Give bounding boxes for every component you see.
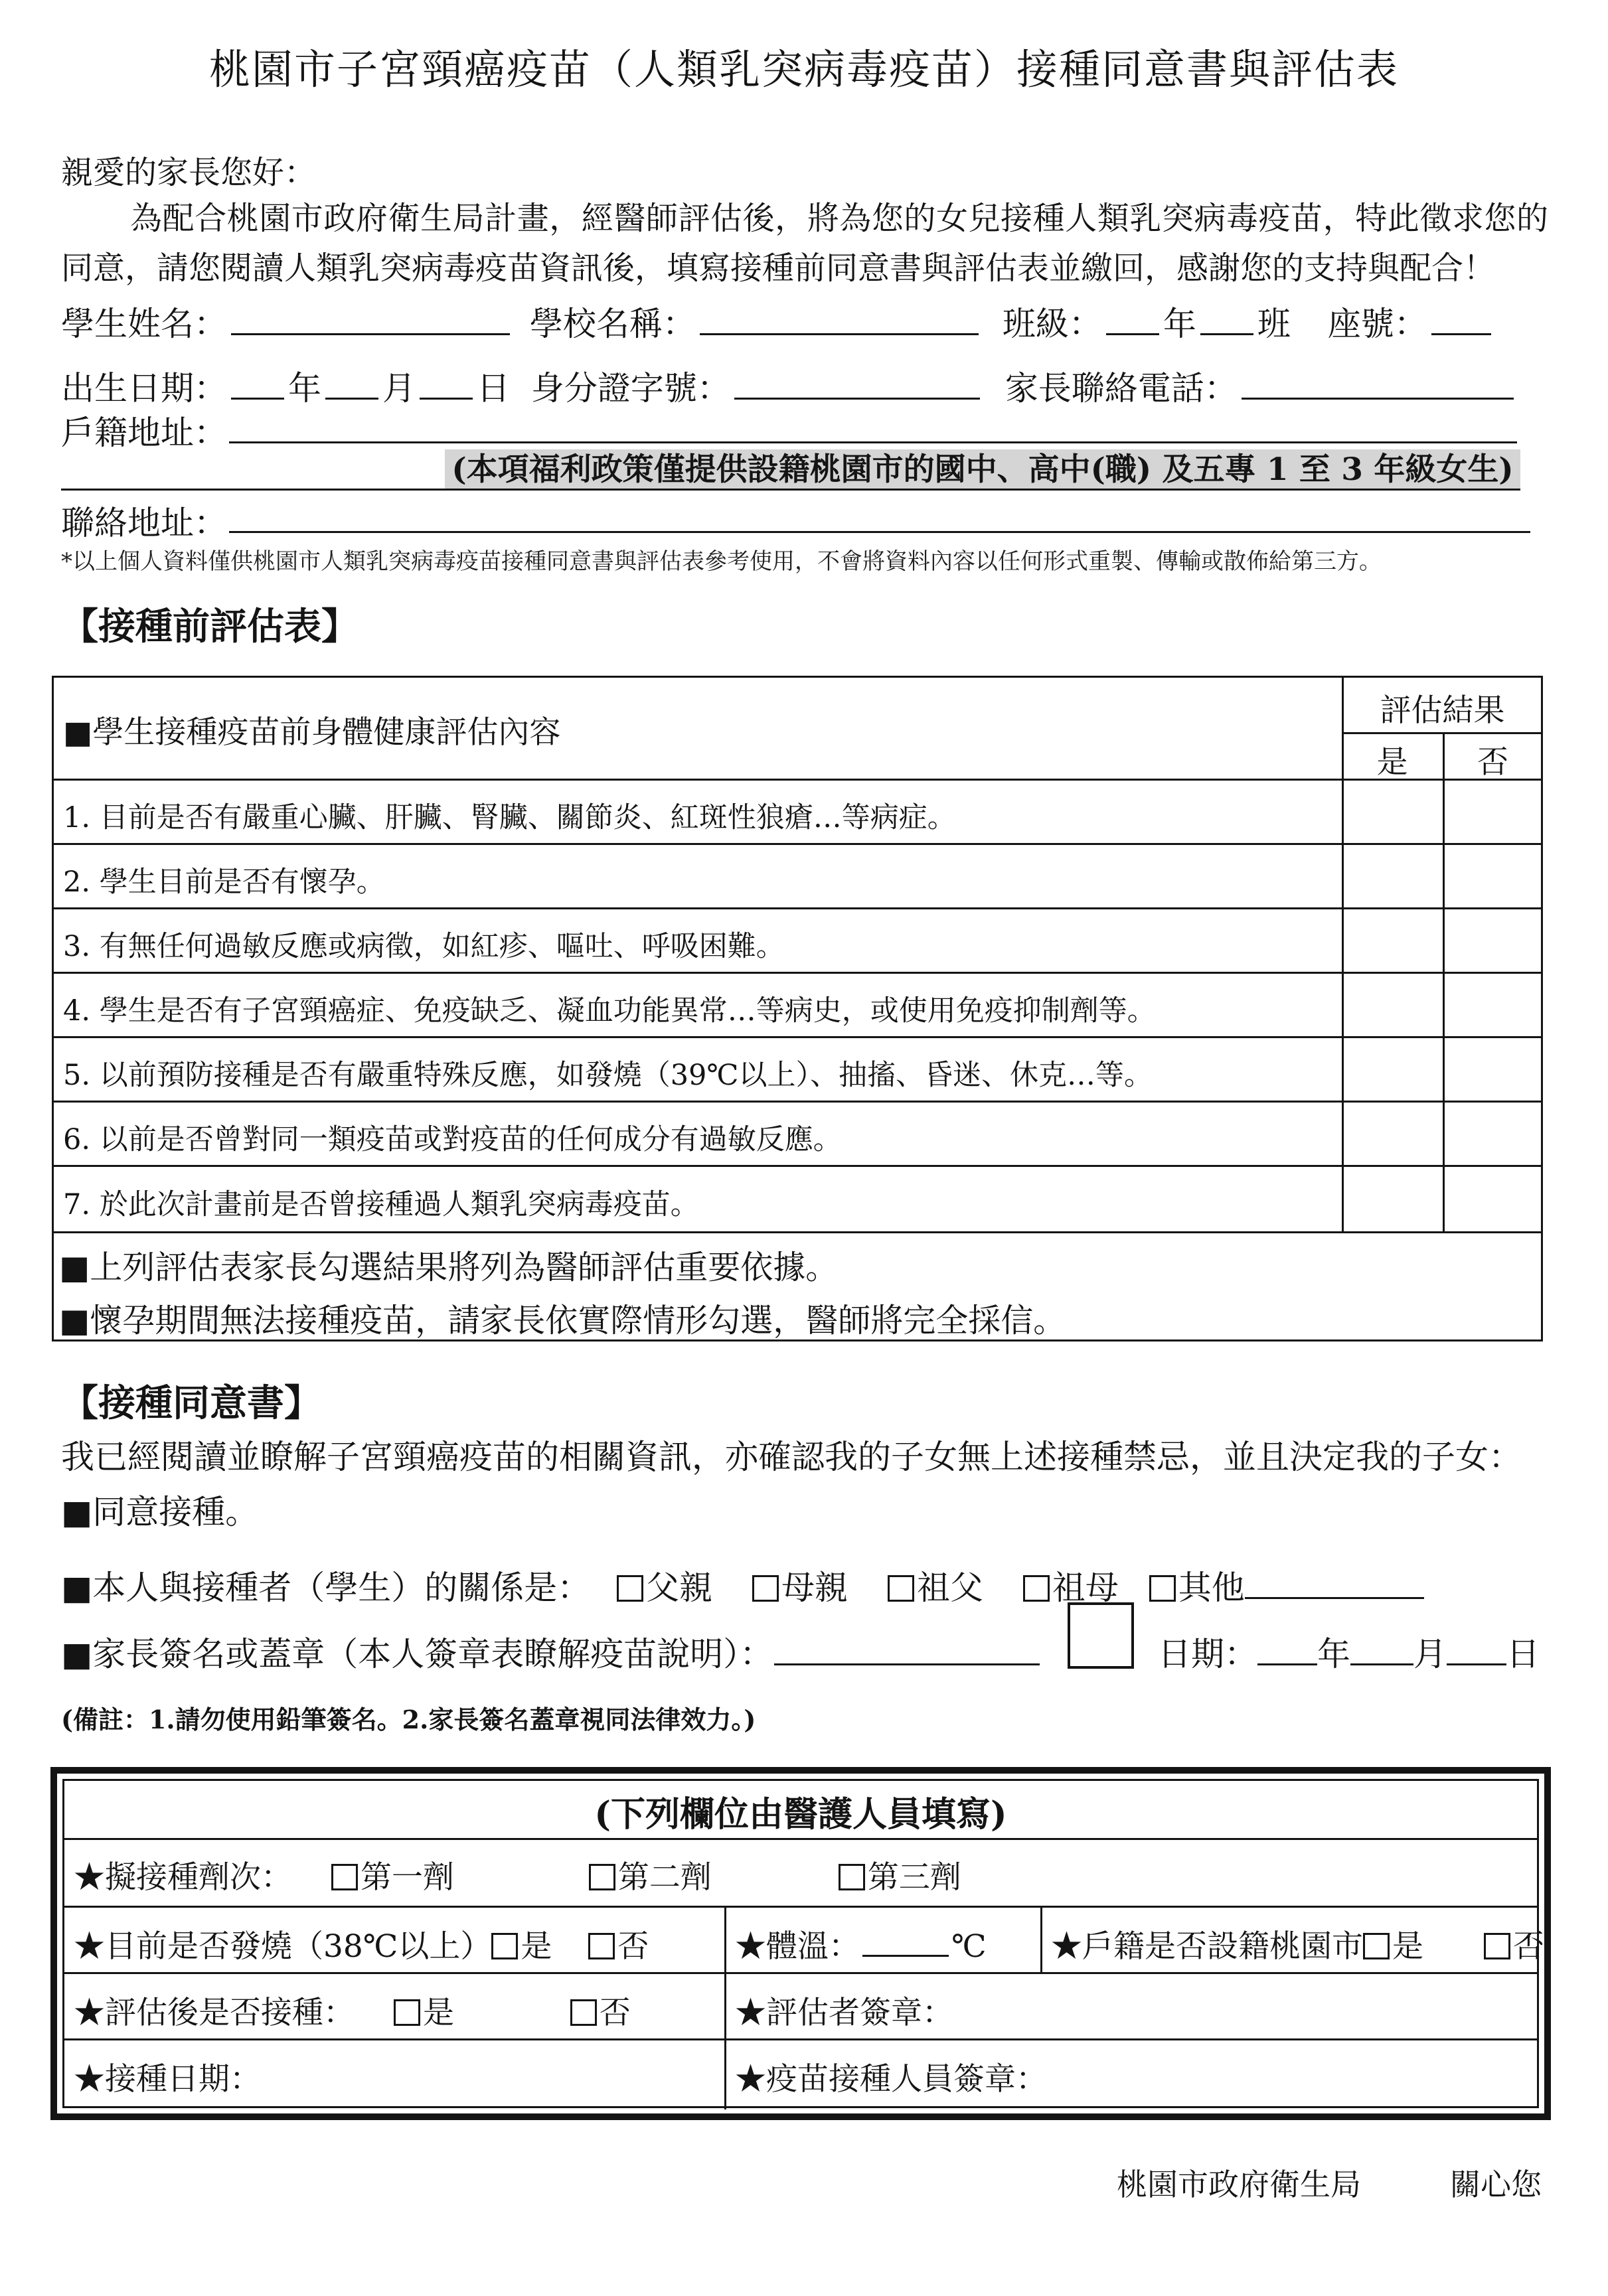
dose-label: ★擬接種劑次： [74,1859,292,1896]
id-label: 身分證字號： [530,369,730,408]
checkbox[interactable] [589,1864,615,1890]
contact-address-line[interactable] [229,531,1530,533]
relation-option-father[interactable] [617,1569,712,1607]
question-5: 5. 以前預防接種是否有嚴重特殊反應，如發燒（39℃以上）、抽搐、昏迷、休克…等。 [63,1059,1153,1092]
header-bottom-line [54,779,1543,781]
question-6: 6. 以前是否曾對同一類疫苗或對疫苗的任何成分有過敏反應。 [63,1123,842,1156]
staff-column-line [1040,1906,1042,1972]
vaccination-date-label[interactable]: ★接種日期： [74,2061,261,2098]
question-4: 4. 學生是否有子宮頸癌症、免疫缺乏、凝血功能異常…等病史，或使用免疫抑制劑等。 [63,994,1156,1028]
birth-label: 出生日期： [61,369,227,408]
dose-option-2[interactable] [589,1859,712,1896]
school-name-field[interactable] [700,304,979,335]
question-3: 3. 有無任何過敏反應或病徵，如紅疹、嘔吐、呼吸困難。 [63,930,785,963]
result-header-divider [1342,732,1543,734]
birth-day-field[interactable] [420,368,473,400]
birth-month-unit: 月 [382,369,416,408]
fever-no-option[interactable] [588,1928,649,1965]
birth-info-row [61,362,1518,410]
dose-3-label: 第三劑 [867,1859,961,1896]
consent-agree: ■同意接種。 [61,1493,259,1531]
relation-option-other[interactable] [1149,1569,1245,1607]
greeting: 親愛的家長您好： [61,154,317,191]
phone-label: 家長聯絡電話： [1005,369,1238,408]
signature-label: ■家長簽名或蓋章（本人簽章表瞭解疫苗說明）： [61,1635,773,1673]
contact-address-row [61,497,227,544]
checkbox[interactable] [491,1933,518,1959]
policy-note: (本項福利政策僅提供設籍桃園市的國中、高中(職) 及五專 1 至 3 年級女生) [445,449,1520,491]
relation-grandfather-label: 祖父 [916,1569,983,1607]
evaluation-no-option[interactable] [570,1995,631,2031]
dose-1-label: 第一劑 [360,1859,454,1896]
row-line [54,1101,1543,1103]
student-info-row [61,297,1495,345]
evaluation-yes-label: 是 [422,1995,454,2031]
temperature-unit: ℃ [951,1928,987,1965]
checkbox[interactable] [331,1864,358,1890]
consent-day-field[interactable] [1447,1634,1506,1665]
row-line [54,1036,1543,1038]
relation-grandmother-label: 祖母 [1052,1569,1119,1607]
relation-option-grandfather[interactable] [888,1569,983,1607]
seat-field[interactable] [1431,304,1491,335]
footer-agency: 桃園市政府衛生局 [1117,2167,1361,2202]
household-address-label: 戶籍地址： [61,414,227,452]
household-address-row [61,406,227,454]
checkbox[interactable] [588,1933,615,1959]
question-2: 2. 學生目前是否有懷孕。 [63,866,385,899]
relation-option-mother[interactable] [752,1569,848,1607]
relation-label: ■本人與接種者（學生）的關係是： [61,1569,591,1607]
result-header: 評估結果 [1380,692,1505,729]
consent-statement: 我已經閱讀並瞭解子宮頸癌疫苗的相關資訊，亦確認我的子女無上述接種禁忌，並且決定我的子女： [61,1438,1522,1476]
checkbox[interactable] [1363,1933,1390,1959]
row-line [54,907,1543,909]
evaluation-label: ★評估後是否接種： [74,1995,355,2031]
checkbox[interactable] [888,1575,914,1602]
vaccinator-signature-label[interactable]: ★疫苗接種人員簽章： [735,2061,1047,2098]
fever-label: ★目前是否發燒（38℃以上） [74,1928,492,1965]
form-title: 桃園市子宮頸癌疫苗（人類乳突病毒疫苗）接種同意書與評估表 [208,45,1399,94]
relation-other-field[interactable] [1245,1568,1424,1599]
staff-section [50,1767,1551,2120]
no-header: 否 [1477,744,1508,781]
fever-yes-option[interactable] [491,1928,552,1965]
birth-day-unit: 日 [477,369,510,408]
assessment-table [52,676,1543,1341]
assessment-note-2: ■懷孕期間無法接種疫苗，請家長依實際情形勾選，醫師將完全採信。 [59,1302,1066,1339]
consent-month-field[interactable] [1350,1634,1413,1665]
birth-year-unit: 年 [288,369,321,408]
temperature-label: ★體溫： [735,1928,860,1965]
staff-row-line [64,2038,1537,2040]
row-line [54,843,1543,845]
year-unit: 年 [1163,305,1196,343]
checkbox[interactable] [1149,1575,1176,1602]
evaluation-row [74,1988,631,2032]
consent-date-label: 日期： [1158,1635,1257,1673]
staff-inner-frame [62,1779,1544,2108]
staff-column-line [724,1906,726,2109]
fever-no-label: 否 [617,1928,649,1965]
parent-signature-field[interactable] [774,1634,1040,1665]
intro-paragraph: 為配合桃園市政府衛生局計畫，經醫師評估後，將為您的女兒接種人類乳突病毒疫苗，特此徵求您的同意，請您閱讀人類乳突病毒疫苗資訊後，填寫接種前同意書與評估表並繳回，感謝您的支持與配合！ [61,200,1548,287]
household-yes-label: 是 [1392,1928,1423,1965]
checkbox[interactable] [752,1575,779,1602]
seat-label: 座號： [1327,305,1427,343]
fever-row [74,1922,649,1966]
consent-section-title: 【接種同意書】 [61,1381,321,1425]
remark-note: (備註：1.請勿使用鉛筆簽名。2.家長簽名蓋章視同法律效力。) [61,1705,756,1734]
household-check-row [1051,1922,1544,1966]
row-line [54,972,1543,974]
privacy-note: *以上個人資料僅供桃園市人類乳突病毒疫苗接種同意書與評估表參考使用，不會將資料內容以任何形式重製、傳輸或散佈給第三方。 [61,548,1382,575]
evaluation-no-label: 否 [599,1995,631,2031]
relation-option-grandmother[interactable] [1023,1569,1119,1607]
school-name-label: 學校名稱： [529,305,696,343]
checkbox[interactable] [839,1864,865,1890]
assessment-section-title: 【接種前評估表】 [61,605,359,649]
dose-2-label: 第二劑 [617,1859,712,1896]
yes-header: 是 [1376,744,1408,781]
student-name-label: 學生姓名： [61,305,227,343]
seal-box[interactable] [1068,1602,1134,1669]
contact-address-label: 聯絡地址： [61,504,227,542]
signature-row [61,1628,1044,1675]
staff-row-line [64,1972,1537,1974]
relation-mother-label: 母親 [781,1569,848,1607]
staff-row-line [64,1838,1537,1840]
birth-year-field[interactable] [231,368,284,400]
id-number-field[interactable] [734,368,980,400]
relation-row [61,1561,1428,1609]
checkbox[interactable] [570,1999,597,2026]
consent-date-row [1158,1628,1540,1675]
class-field[interactable] [1200,304,1253,335]
question-1: 1. 目前是否有嚴重心臟、肝臟、腎臟、關節炎、紅斑性狼瘡…等病症。 [63,801,956,834]
dose-row [74,1853,961,1897]
yes-no-divider [1443,732,1445,1232]
consent-year-field[interactable] [1257,1634,1317,1665]
fever-yes-label: 是 [521,1928,552,1965]
assessment-header: ■學生接種疫苗前身體健康評估內容 [63,714,561,751]
grade-field[interactable] [1106,304,1159,335]
assessor-signature-label[interactable]: ★評估者簽章： [735,1995,953,2031]
student-name-field[interactable] [231,304,510,335]
consent-year-unit: 年 [1317,1635,1350,1673]
staff-section-title: (下列欄位由醫護人員填寫) [594,1794,1007,1835]
household-address-line-2[interactable] [61,489,1520,491]
class-unit: 班 [1257,305,1291,343]
parent-phone-field[interactable] [1242,368,1514,400]
evaluation-yes-option[interactable] [394,1995,454,2031]
class-label: 班級： [1002,305,1102,343]
household-check-label: ★戶籍是否設籍桃園市 [1051,1928,1363,1965]
assessment-note-1: ■上列評估表家長勾選結果將列為醫師評估重要依據。 [59,1249,839,1286]
consent-day-unit: 日 [1506,1635,1540,1673]
relation-father-label: 父親 [646,1569,713,1607]
birth-month-field[interactable] [325,368,378,400]
dose-option-1[interactable] [331,1859,454,1896]
temperature-row [735,1922,987,1966]
household-no-option[interactable] [1484,1928,1544,1965]
consent-month-unit: 月 [1413,1635,1447,1673]
dose-option-3[interactable] [839,1859,961,1896]
footer-care: 關心您 [1450,2167,1542,2202]
row-line [54,1231,1543,1233]
household-yes-option[interactable] [1363,1928,1423,1965]
staff-row-line [64,1906,1537,1908]
checkbox[interactable] [1484,1933,1510,1959]
checkbox[interactable] [394,1999,420,2026]
question-7: 7. 於此次計畫前是否曾接種過人類乳突病毒疫苗。 [63,1188,699,1221]
household-no-label: 否 [1512,1928,1544,1965]
row-line [54,1165,1543,1167]
relation-other-label: 其他 [1178,1569,1245,1607]
household-address-line-1[interactable] [229,441,1517,443]
checkbox[interactable] [1023,1575,1050,1602]
checkbox[interactable] [617,1575,643,1602]
temperature-field[interactable] [862,1928,949,1957]
